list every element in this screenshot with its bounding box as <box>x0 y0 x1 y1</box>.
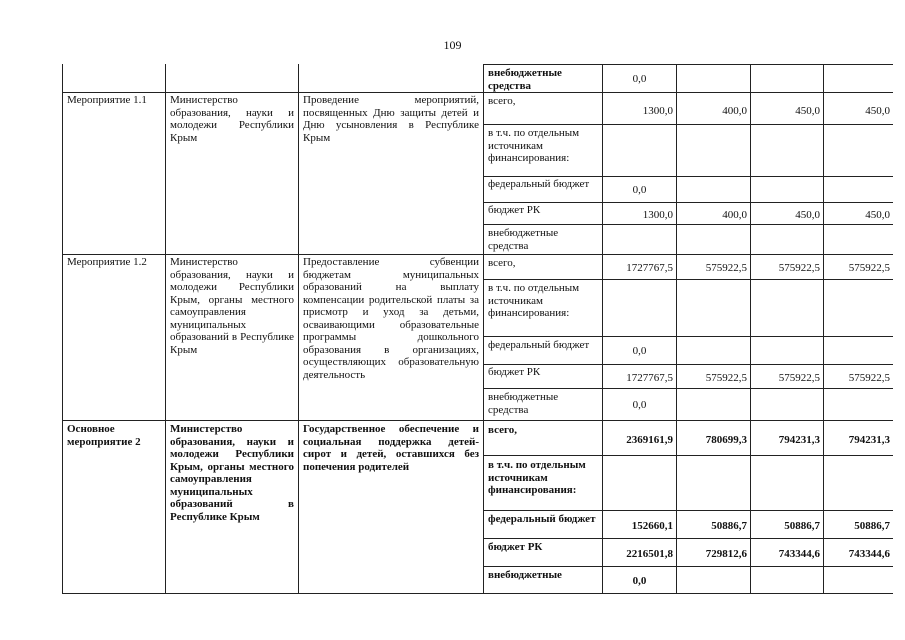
source-label: всего, <box>488 95 516 107</box>
table-cell-value: 1727767,5 <box>626 262 673 274</box>
table-cell-value: 743344,6 <box>778 548 820 560</box>
row-divider <box>483 279 893 280</box>
source-label: в т.ч. по отдельным источникам финансирования: <box>488 459 586 496</box>
table-cell-value: 152660,1 <box>631 520 673 532</box>
table-cell-value: 0,0 <box>632 345 647 357</box>
activity-executor: Министерство образования, науки и молодежи Республики Крым, органы местного самоуправления муниципальных образований в Республике Крым <box>170 256 294 356</box>
table-cell-value: 575922,5 <box>848 262 890 274</box>
row-divider <box>483 388 893 389</box>
column-divider <box>602 64 603 594</box>
source-label: бюджет РК <box>488 204 541 216</box>
row-divider <box>62 254 893 255</box>
source-label: всего, <box>488 424 517 436</box>
table-cell-value: 1300,0 <box>642 209 673 221</box>
table-cell-value: 0,0 <box>632 184 647 196</box>
source-label: бюджет РК <box>488 366 541 378</box>
row-divider <box>483 566 893 567</box>
table-border <box>62 593 893 594</box>
budget-table <box>62 64 893 594</box>
activity-description: Государственное обеспечение и социальная поддержка детей-сирот и детей, оставшихся без попечения родителей <box>303 423 479 473</box>
source-label: внебюджетные средства <box>488 227 559 252</box>
row-divider <box>483 364 893 365</box>
table-cell-value: 450,0 <box>795 105 820 117</box>
source-label: бюджет РК <box>488 541 543 553</box>
column-divider <box>298 64 299 594</box>
row-divider <box>483 176 893 177</box>
table-cell-value: 400,0 <box>722 209 747 221</box>
table-cell-value: 0,0 <box>632 399 647 411</box>
row-divider <box>483 224 893 225</box>
table-cell-value: 450,0 <box>865 209 890 221</box>
activity-code: Мероприятие 1.1 <box>67 94 147 106</box>
row-divider <box>483 455 893 456</box>
table-border <box>62 64 63 594</box>
table-cell-value: 2216501,8 <box>626 548 673 560</box>
table-cell-value: 729812,6 <box>705 548 747 560</box>
column-divider <box>676 64 677 594</box>
table-cell-value: 1300,0 <box>642 105 673 117</box>
table-cell-value: 0,0 <box>632 575 647 587</box>
column-divider <box>165 64 166 594</box>
table-cell-value: 575922,5 <box>848 372 890 384</box>
table-cell-value: 575922,5 <box>705 262 747 274</box>
table-cell-value: 743344,6 <box>848 548 890 560</box>
source-label: федеральный бюджет <box>488 178 590 190</box>
table-cell-value: 0,0 <box>632 73 647 85</box>
row-divider <box>483 538 893 539</box>
table-cell-value: 575922,5 <box>705 372 747 384</box>
table-cell-value: 794231,3 <box>778 434 820 446</box>
row-divider <box>62 420 893 421</box>
table-cell-value: 50886,7 <box>854 520 890 532</box>
source-label: внебюджетные <box>488 569 562 581</box>
table-cell-value: 575922,5 <box>778 372 820 384</box>
activity-description: Проведение мероприятий, посвященных Дню защиты детей и Дню усыновления в Республике Крым <box>303 94 479 144</box>
table-cell-value: 780699,3 <box>705 434 747 446</box>
activity-executor: Министерство образования, науки и молодежи Республики Крым, органы местного самоуправления муниципальных образований в Республике Крым <box>170 423 294 523</box>
row-divider <box>483 124 893 125</box>
row-divider <box>483 336 893 337</box>
column-divider <box>823 64 824 594</box>
table-cell-value: 794231,3 <box>848 434 890 446</box>
row-divider <box>483 64 893 65</box>
row-divider <box>483 510 893 511</box>
source-label: федеральный бюджет <box>488 339 590 351</box>
table-cell-value: 575922,5 <box>778 262 820 274</box>
column-divider <box>483 64 484 594</box>
table-cell-value: 400,0 <box>722 105 747 117</box>
table-cell-value: 50886,7 <box>784 520 820 532</box>
page-number: 109 <box>443 38 462 52</box>
source-label: внебюджетные средства <box>488 391 559 416</box>
activity-description: Предоставление субвенции бюджетам муниципальных образований на выплату компенсации родительской платы за присмотр и уход за детьми, осваивающими образовательные программы дошкольного образования в организациях, осуществляющих образовательную деятельность <box>303 256 479 381</box>
activity-code: Основное мероприятие 2 <box>67 423 141 448</box>
source-label: в т.ч. по отдельным источникам финансирования: <box>488 127 580 164</box>
table-cell-value: 2369161,9 <box>626 434 673 446</box>
activity-code: Мероприятие 1.2 <box>67 256 147 268</box>
source-label: внебюджетные средства <box>488 67 562 92</box>
activity-executor: Министерство образования, науки и молодежи Республики Крым <box>170 94 294 144</box>
row-divider <box>62 92 893 93</box>
row-divider <box>483 202 893 203</box>
column-divider <box>750 64 751 594</box>
table-cell-value: 50886,7 <box>711 520 747 532</box>
source-label: в т.ч. по отдельным источникам финансирования: <box>488 282 580 319</box>
source-label: всего, <box>488 257 516 269</box>
table-cell-value: 450,0 <box>865 105 890 117</box>
table-cell-value: 1727767,5 <box>626 372 673 384</box>
table-cell-value: 450,0 <box>795 209 820 221</box>
source-label: федеральный бюджет <box>488 513 596 525</box>
